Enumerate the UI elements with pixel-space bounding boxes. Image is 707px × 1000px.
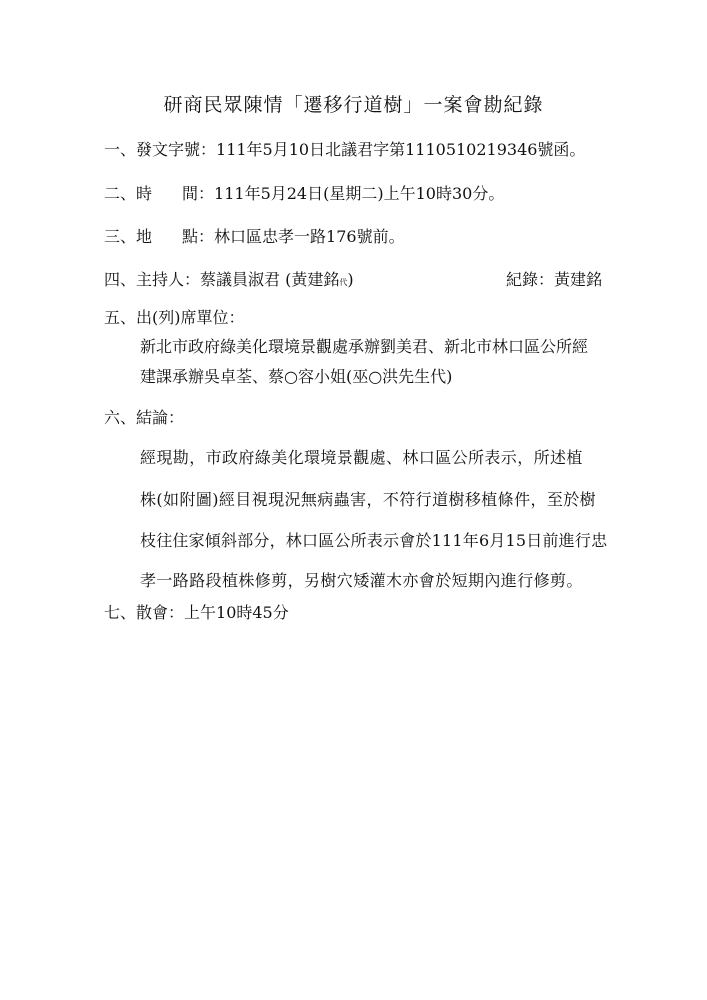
attendees-line-2: 建課承辦吳卓荃、蔡○容小姐(巫○洪先生代) (140, 367, 453, 386)
attendees-line-1: 新北市政府綠美化環境景觀處承辦劉美君、新北市林口區公所經 (140, 337, 589, 356)
host-label: 四、主持人： (104, 270, 201, 289)
item-host (104, 267, 354, 290)
time-label-a: 二、時 (104, 184, 153, 203)
item-location (104, 224, 405, 247)
host-proxy-mark: 代 (339, 278, 348, 287)
document-number-value: 111年5月10日北議君字第1110510219346號函。 (216, 140, 586, 159)
item-document-number (104, 137, 585, 160)
location-label-b: 點： (182, 227, 215, 246)
item-adjourn (104, 600, 289, 623)
recorder: 紀錄：黃建銘 (506, 270, 603, 289)
time-label-b: 間： (182, 184, 215, 203)
conclusion-line-2: 株(如附圖)經目視現況無病蟲害，不符行道樹移植條件，至於樹 (140, 490, 597, 509)
host-value: 蔡議員淑君 (黃建銘 (200, 270, 340, 289)
conclusion-line-1: 經現勘，市政府綠美化環境景觀處、林口區公所表示，所述植 (140, 448, 583, 467)
time-value: 111年5月24日(星期二)上午10時30分。 (214, 184, 505, 203)
location-label-a: 三、地 (104, 227, 153, 246)
conclusion-line-4: 孝一路路段植株修剪，另樹穴矮灌木亦會於短期內進行修剪。 (140, 571, 583, 590)
location-value: 林口區忠孝一路176號前。 (214, 227, 405, 246)
document-title: 研商民眾陳情「遷移行道樹」一案會勘紀錄 (163, 94, 544, 116)
adjourn-value: 上午10時45分 (184, 603, 289, 622)
conclusion-line-3: 枝往住家傾斜部分，林口區公所表示會於111年6月15日前進行忠 (140, 531, 608, 550)
adjourn-label: 七、散會： (104, 603, 185, 622)
item-time (104, 181, 504, 204)
item-attendees-label: 五、出(列)席單位： (104, 308, 245, 327)
item-conclusion-label: 六、結論： (104, 408, 185, 427)
document-number-label: 一、發文字號： (104, 140, 217, 159)
host-close-paren: ) (347, 270, 354, 289)
